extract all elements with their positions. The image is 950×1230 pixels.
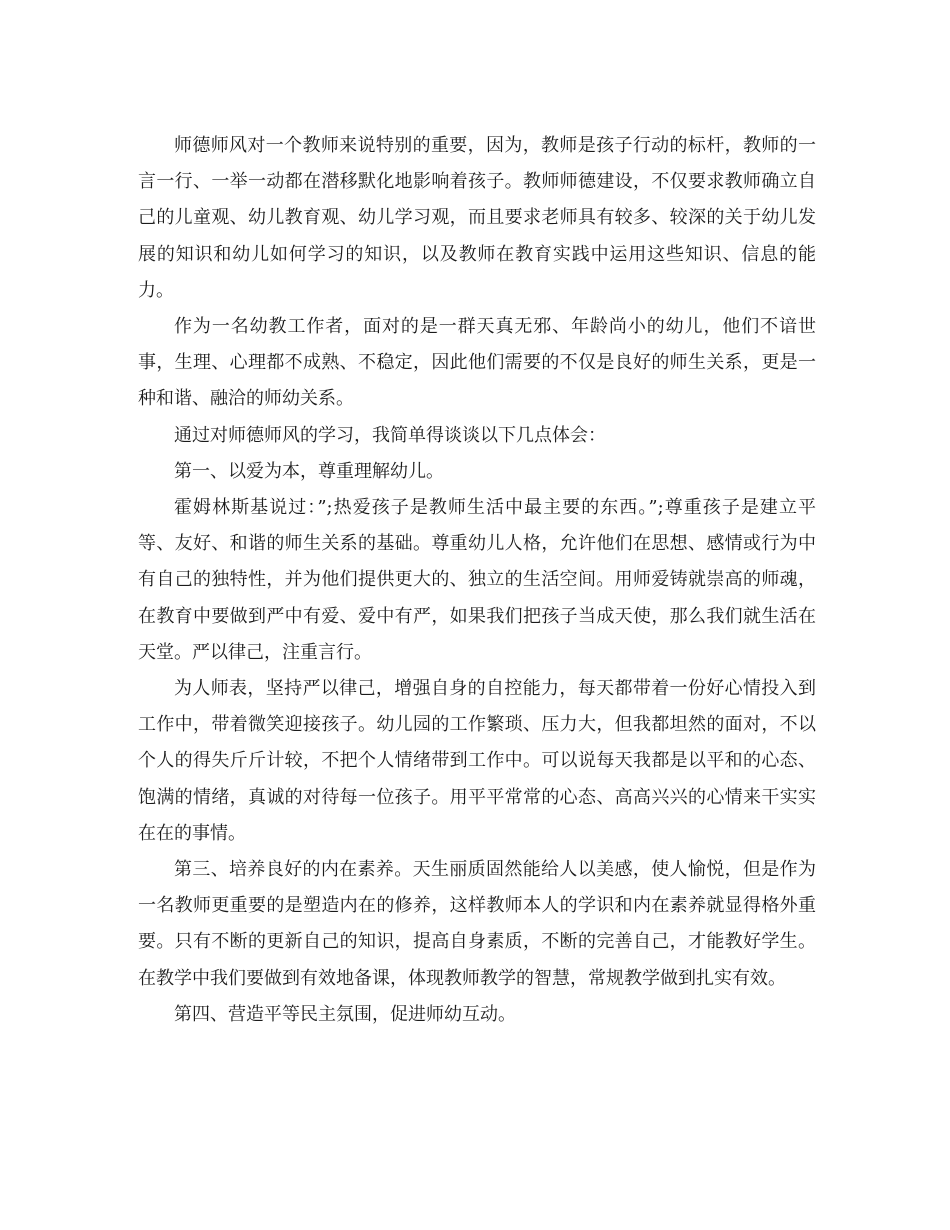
- paragraph-4: 第一、以爱为本，尊重理解幼儿。: [174, 460, 444, 482]
- paragraph-7: 第三、培养良好的内在素养。天生丽质固然能给人以美感，使人愉悦，但是作为一名教师更重要的是塑造内在的修养，这样教师本人的学识和内在素养就显得格外重要。只有不断的更新自己的知识，提高自身素质，不断的完善自己，才能教好学生。在教学中我们要做到有效地备课，体现教师教学的智慧，常规教学做到扎实有效。: [138, 859, 816, 989]
- paragraph-6: 为人师表，坚持严以律己，增强自身的自控能力，每天都带着一份好心情投入到工作中，带着微笑迎接孩子。幼儿园的工作繁琐、压力大，但我都坦然的面对，不以个人的得失斤斤计较，不把个人情绪带到工作中。可以说每天我都是以平和的心态、饱满的情绪，真诚的对待每一位孩子。用平平常常的心态、高高兴兴的心情来干实实在在的事情。: [138, 678, 816, 844]
- paragraph-8: 第四、营造平等民主氛围，促进师幼互动。: [174, 1003, 516, 1025]
- paragraph-1: 师德师风对一个教师来说特别的重要，因为，教师是孩子行动的标杆，教师的一言一行、一举一动都在潜移默化地影响着孩子。教师师德建设，不仅要求教师确立自己的儿童观、幼儿教育观、幼儿学习观，而且要求老师具有较多、较深的关于幼儿发展的知识和幼儿如何学习的知识，以及教师在教育实践中运用这些知识、信息的能力。: [138, 135, 816, 301]
- paragraph-2: 作为一名幼教工作者，面对的是一群天真无邪、年龄尚小的幼儿，他们不谙世事，生理、心理都不成熟、不稳定，因此他们需要的不仅是良好的师生关系，更是一种和谐、融洽的师幼关系。: [138, 316, 816, 410]
- document-body: [138, 128, 816, 1033]
- paragraph-3: 通过对师德师风的学习，我简单得谈谈以下几点体会：: [174, 424, 606, 446]
- paragraph-5: 霍姆林斯基说过：”;热爱孩子是教师生活中最主要的东西。”;尊重孩子是建立平等、友好、和谐的师生关系的基础。尊重幼儿人格，允许他们在思想、感情或行为中有自己的独特性，并为他们提供更大的、独立的生活空间。用师爱铸就崇高的师魂，在教育中要做到严中有爱、爱中有严，如果我们把孩子当成天使，那么我们就生活在天堂。严以律己，注重言行。: [138, 497, 816, 663]
